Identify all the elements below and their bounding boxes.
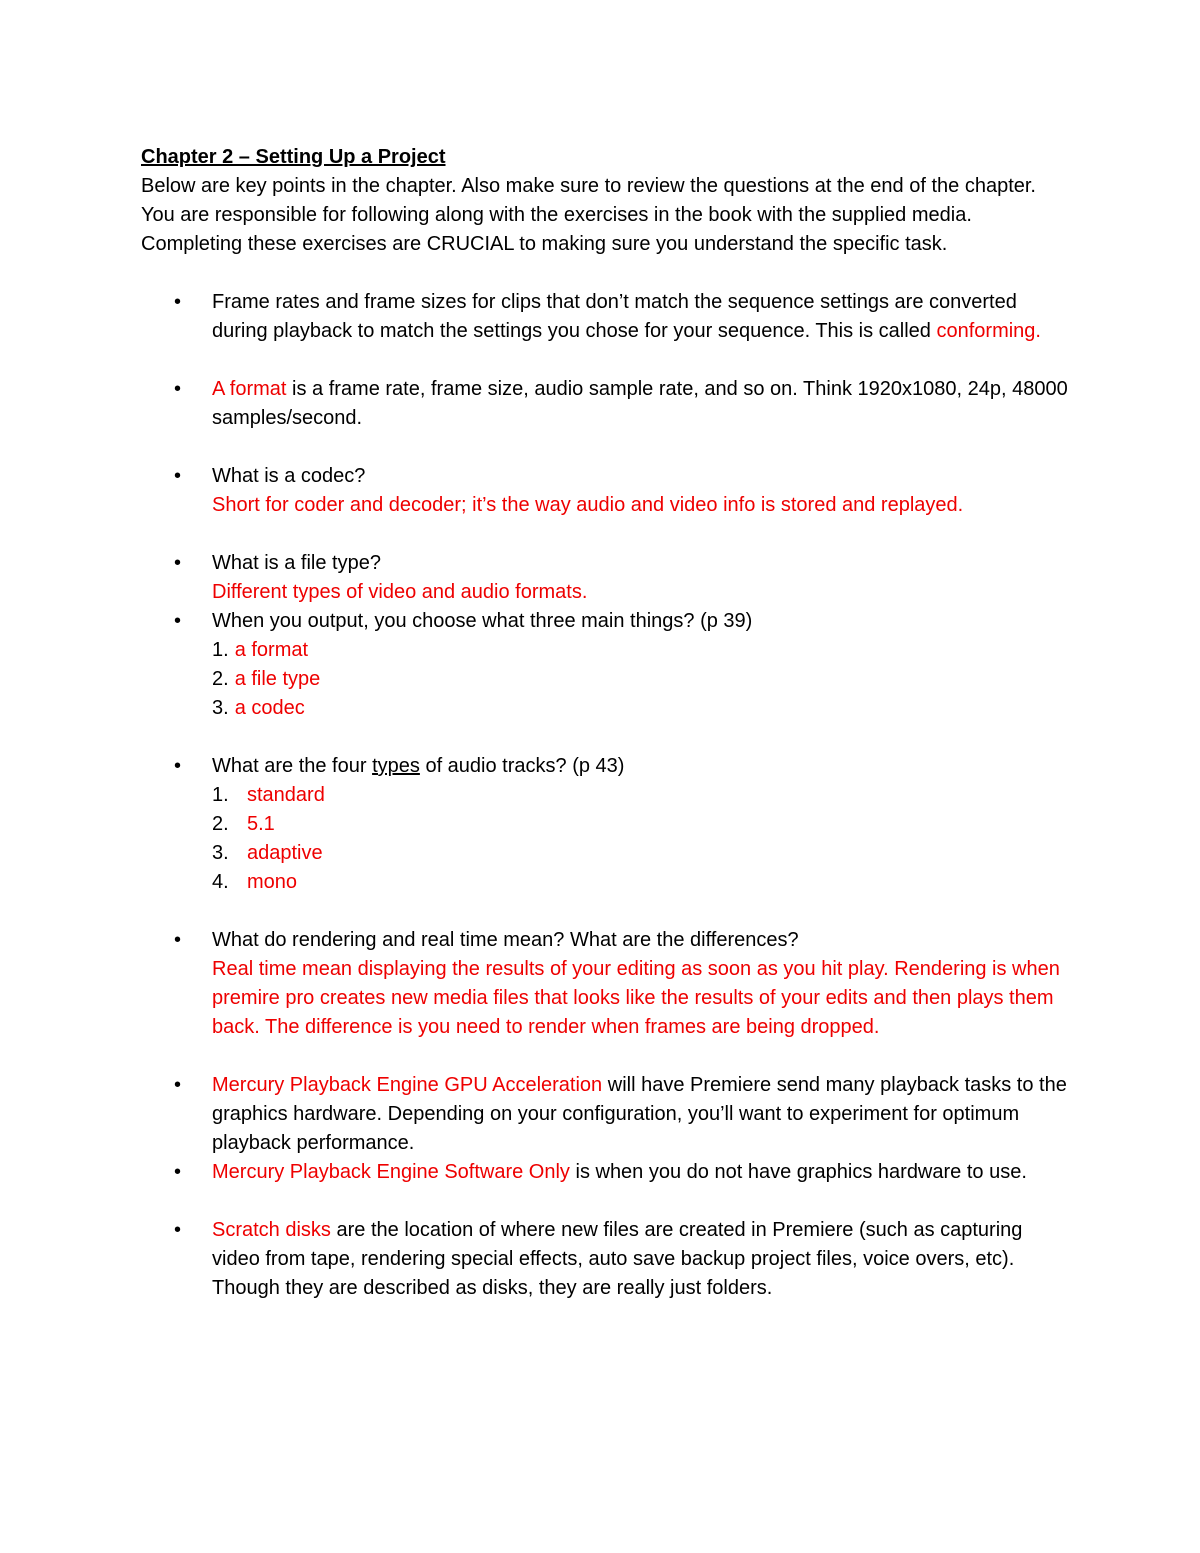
file-type-question: What is a file type? <box>212 552 381 574</box>
bullet-item-format <box>141 375 1071 433</box>
bullet-icon: • <box>174 378 182 400</box>
rendering-answer: Real time mean displaying the results of your editing as soon as you hit play. Rendering is when premire pro creates new media files that looks like the results of your edits and then plays them back. The difference is you need to render when frames are being dropped. <box>212 958 1060 1038</box>
format-term: A format <box>212 378 287 400</box>
bullet-icon: • <box>174 1161 182 1183</box>
scratch-term: Scratch disks <box>212 1219 331 1241</box>
bullet-icon: • <box>174 1219 182 1241</box>
conforming-text: Frame rates and frame sizes for clips that don’t match the sequence settings are converted during playback to match the settings you chose for your sequence. This is called <box>212 291 1017 342</box>
bullet-item-conforming <box>141 288 1071 346</box>
bullet-item-scratch-disks <box>141 1216 1071 1303</box>
intro-paragraph: Below are key points in the chapter. Also make sure to review the questions at the end of the chapter. You are responsible for following along with the exercises in the book with the supplied media. Completing these exercises are CRUCIAL to making sure you understand the specific task. <box>141 175 1036 255</box>
bullet-item-output <box>141 607 1071 723</box>
scratch-text: are the location of where new files are created in Premiere (such as capturing video from tape, rendering special effects, auto save backup project files, voice overs, etc). Though they are described as disks, they are really just folders. <box>212 1219 1023 1299</box>
codec-question: What is a codec? <box>212 465 366 487</box>
bullet-icon: • <box>174 610 182 632</box>
output-question: When you output, you choose what three main things? (p 39) <box>212 610 753 632</box>
gpu-text: will have Premiere send many playback tasks to the graphics hardware. Depending on your configuration, you’ll want to experiment for optimum playback performance. <box>212 1074 1067 1154</box>
list-item: 2. 5.1 <box>212 813 275 835</box>
software-text: is when you do not have graphics hardware to use. <box>569 1161 1027 1183</box>
bullet-item-gpu-acceleration <box>141 1071 1071 1158</box>
codec-answer: Short for coder and decoder; it’s the way audio and video info is stored and replayed. <box>212 494 964 516</box>
bullet-icon: • <box>174 755 182 777</box>
list-item: 3. a codec <box>212 697 305 719</box>
audio-tracks-question: What are the four types of audio tracks? (p 43) <box>212 755 625 777</box>
list-item: 3. adaptive <box>212 842 323 864</box>
conforming-term: conforming. <box>936 320 1041 342</box>
list-item: 4. mono <box>212 871 298 893</box>
bullet-icon: • <box>174 929 182 951</box>
list-item: 1. a format <box>212 639 309 661</box>
chapter-title: Chapter 2 – Setting Up a Project <box>141 146 446 168</box>
bullet-icon: • <box>174 1074 182 1096</box>
bullet-item-audio-tracks <box>141 752 1071 897</box>
bullet-icon: • <box>174 465 182 487</box>
file-type-answer: Different types of video and audio formats. <box>212 581 588 603</box>
gpu-term: Mercury Playback Engine GPU Acceleration <box>212 1074 603 1096</box>
list-item: 2. a file type <box>212 668 321 690</box>
bullet-item-codec <box>141 462 1071 520</box>
rendering-question: What do rendering and real time mean? What are the differences? <box>212 929 799 951</box>
bullet-item-rendering <box>141 926 1071 1042</box>
bullet-item-software-only <box>141 1158 1071 1187</box>
format-text: is a frame rate, frame size, audio sample rate, and so on. Think 1920x1080, 24p, 48000 samples/second. <box>212 378 1068 429</box>
document-body <box>141 143 1071 1303</box>
bullet-icon: • <box>174 291 182 313</box>
bullet-icon: • <box>174 552 182 574</box>
bullet-item-file-type <box>141 549 1071 607</box>
software-term: Mercury Playback Engine Software Only <box>212 1161 570 1183</box>
list-item: 1. standard <box>212 784 325 806</box>
